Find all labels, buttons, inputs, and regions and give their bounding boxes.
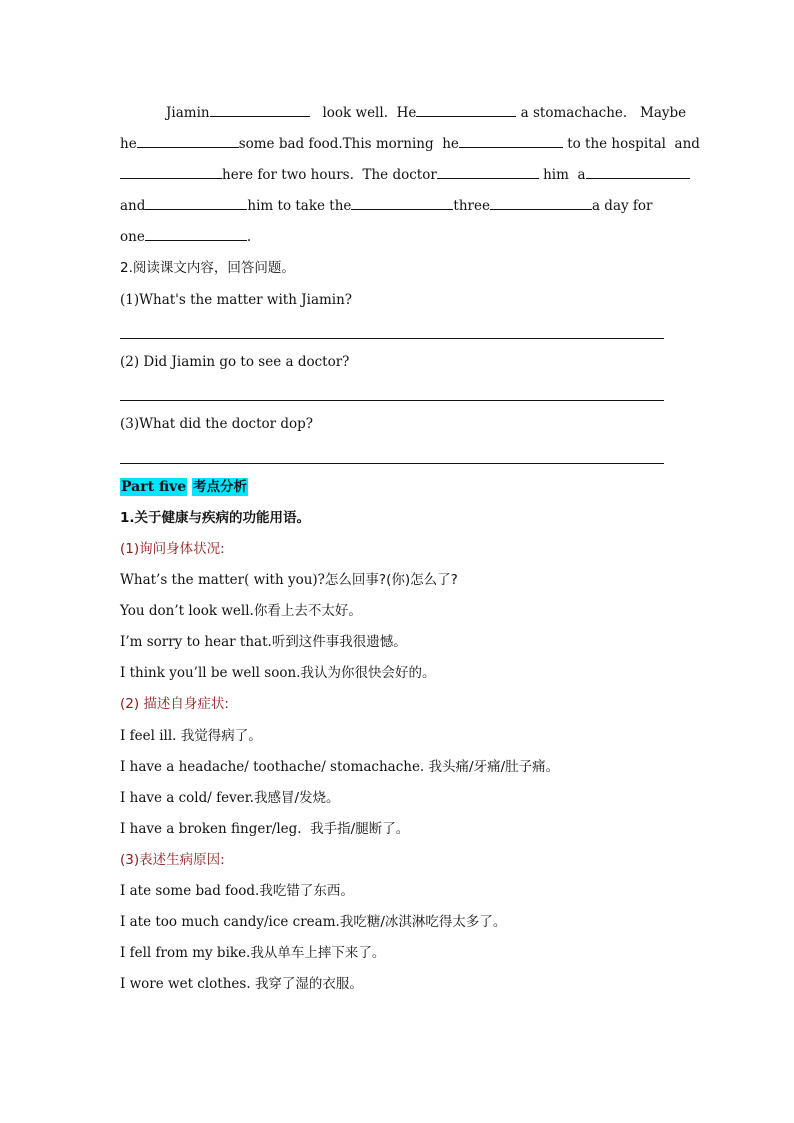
question-1: (1)What's the matter with Jiamin?	[120, 292, 353, 308]
cloze-text: He	[396, 105, 417, 121]
fill-blank[interactable]	[145, 197, 247, 210]
questions-title: 2.阅读课文内容，回答问题。	[120, 260, 295, 276]
part-five-title: 考点分析	[193, 479, 248, 495]
subheading-3: (3)表述生病原因:	[120, 852, 225, 868]
cloze-line-3	[120, 166, 690, 184]
cloze-text: here for two hours.	[222, 167, 354, 183]
phrase-row	[120, 789, 340, 807]
phrase-row	[120, 602, 362, 620]
cloze-text: a	[577, 167, 586, 183]
cloze-text: a stomachache.	[520, 105, 628, 121]
phrase-cn: 我手指/腿断了。	[310, 821, 410, 837]
phrase-cn: 我吃错了东西。	[259, 883, 354, 899]
subheading-1: (1)询问身体状况:	[120, 541, 225, 557]
cloze-text: he	[442, 136, 459, 152]
fill-blank[interactable]	[210, 104, 310, 117]
phrase-en: I fell from my bike.	[120, 945, 251, 961]
cloze-text: look well.	[322, 105, 388, 121]
phrase-en: I think you’ll be well soon.	[120, 665, 301, 681]
phrase-en: I have a broken finger/leg.	[120, 821, 302, 837]
answer-line-1[interactable]	[120, 338, 664, 339]
phrase-cn: 你看上去不太好。	[253, 603, 362, 619]
phrase-en: I have a headache/ toothache/ stomachache.	[120, 759, 425, 775]
part-five-label: Part five	[121, 479, 187, 495]
phrase-row	[120, 913, 506, 931]
question-3: (3)What did the doctor dop?	[120, 416, 314, 432]
phrase-en: What’s the matter( with you)?	[120, 572, 325, 588]
phrase-cn: 我觉得病了。	[180, 728, 262, 744]
phrase-cn: 我感冒/发烧。	[253, 790, 340, 806]
phrase-cn: 我从单车上摔下来了。	[250, 945, 386, 961]
cloze-text: The doctor	[362, 167, 437, 183]
phrase-cn: 我头痛/牙痛/肚子痛。	[428, 759, 560, 775]
phrase-row	[120, 571, 458, 589]
fill-blank[interactable]	[490, 197, 592, 210]
phrase-en: I ate too much candy/ice cream.	[120, 914, 340, 930]
cloze-text: .	[246, 229, 252, 245]
fill-blank[interactable]	[137, 135, 239, 148]
phrase-row	[120, 882, 354, 900]
fill-blank[interactable]	[416, 104, 516, 117]
fill-blank[interactable]	[586, 166, 690, 179]
section1-title: 1.关于健康与疾病的功能用语。	[120, 510, 311, 526]
phrase-row	[120, 975, 363, 993]
fill-blank[interactable]	[120, 166, 222, 179]
part-five-heading	[120, 477, 248, 497]
cloze-line-2	[120, 135, 700, 153]
phrase-row	[120, 664, 435, 682]
phrase-en: You don’t look well.	[120, 603, 254, 619]
phrase-cn: 怎么回事?(你)怎么了?	[324, 572, 458, 588]
cloze-line-1	[166, 104, 686, 122]
phrase-cn: 听到这件事我很遗憾。	[271, 634, 407, 650]
cloze-text: him	[543, 167, 569, 183]
phrase-en: I ate some bad food.	[120, 883, 260, 899]
cloze-text: to take the	[277, 198, 352, 214]
cloze-line-5	[120, 228, 251, 246]
phrase-en: I have a cold/ fever.	[120, 790, 254, 806]
answer-line-3[interactable]	[120, 463, 664, 464]
answer-line-2[interactable]	[120, 400, 664, 401]
cloze-text: three	[453, 198, 490, 214]
cloze-text: some bad food.This morning	[238, 136, 434, 152]
phrase-row	[120, 633, 407, 651]
fill-blank[interactable]	[437, 166, 539, 179]
fill-blank[interactable]	[351, 197, 453, 210]
cloze-text: Jiamin	[166, 105, 210, 121]
phrase-row	[120, 820, 409, 838]
cloze-text: Maybe	[640, 105, 687, 121]
cloze-text: him	[247, 198, 274, 214]
cloze-text: one	[120, 229, 145, 245]
subheading-2: (2) 描述自身症状:	[120, 696, 229, 712]
cloze-text: and	[674, 136, 700, 152]
phrase-row	[120, 727, 262, 745]
cloze-text: he	[120, 136, 137, 152]
cloze-line-4	[120, 197, 653, 215]
phrase-row	[120, 944, 385, 962]
phrase-cn: 我穿了湿的衣服。	[254, 976, 363, 992]
phrase-en: I feel ill.	[120, 728, 177, 744]
cloze-text: to the hospital	[567, 136, 666, 152]
question-2: (2) Did Jiamin go to see a doctor?	[120, 354, 350, 370]
fill-blank[interactable]	[459, 135, 563, 148]
phrase-row	[120, 758, 559, 776]
phrase-en: I’m sorry to hear that.	[120, 634, 272, 650]
phrase-en: I wore wet clothes.	[120, 976, 251, 992]
phrase-cn: 我吃糖/冰淇淋吃得太多了。	[339, 914, 507, 930]
cloze-text: and	[120, 198, 146, 214]
cloze-text: a day for	[591, 198, 653, 214]
phrase-cn: 我认为你很快会好的。	[300, 665, 436, 681]
fill-blank[interactable]	[145, 228, 247, 241]
